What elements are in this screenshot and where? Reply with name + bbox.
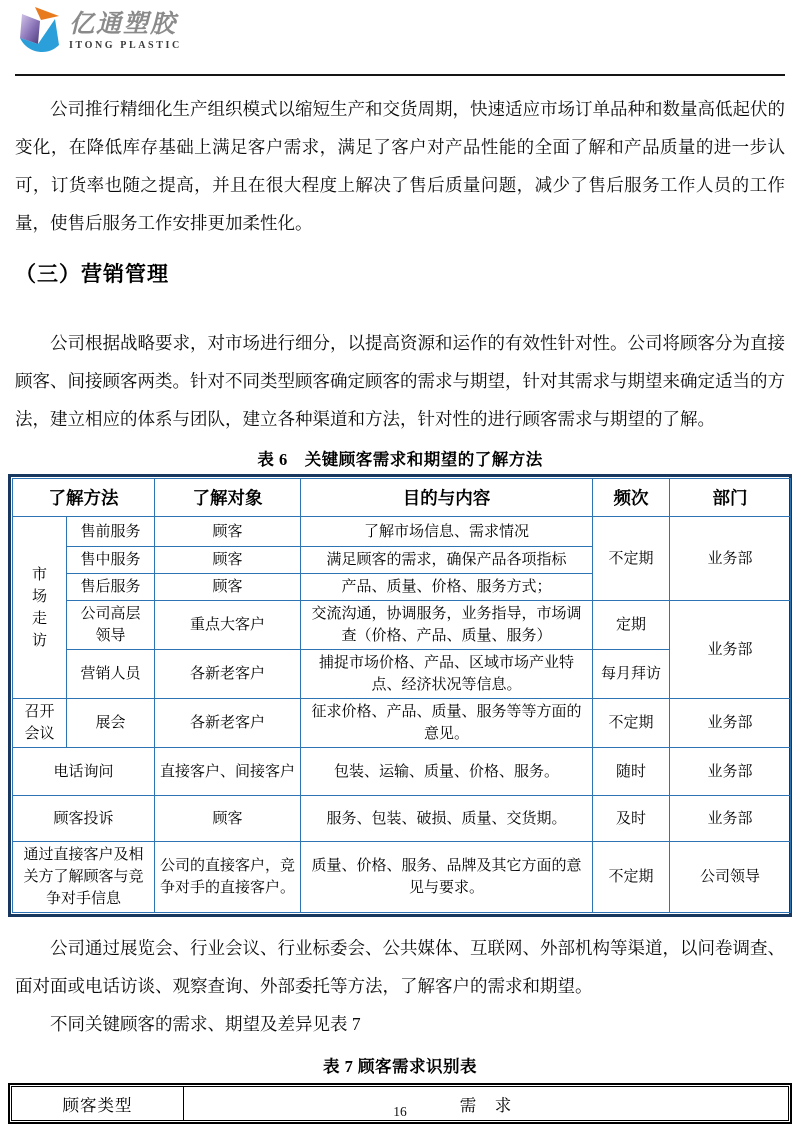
table-cell-purpose: 服务、包装、破损、质量、交货期。 <box>301 796 593 842</box>
table-cell-purpose: 征求价格、产品、质量、服务等等方面的意见。 <box>301 699 593 748</box>
table-row <box>13 842 791 913</box>
table-cell-frequency: 每月拜访 <box>593 650 670 699</box>
table-cell-method: 售前服务 <box>67 517 155 547</box>
page-header <box>15 0 785 76</box>
logo-english-name: ITONG PLASTIC <box>69 39 182 51</box>
table6-group-market-visit: 市 场 走 访 <box>13 517 67 699</box>
table-row <box>13 517 791 547</box>
table6-header-department: 部门 <box>670 479 791 517</box>
table-cell-department: 业务部 <box>670 796 791 842</box>
table-cell-target: 重点大客户 <box>155 601 301 650</box>
section-heading-marketing: （三）营销管理 <box>15 262 169 286</box>
table-cell-purpose: 包装、运输、质量、价格、服务。 <box>301 748 593 796</box>
table-cell-frequency: 不定期 <box>593 699 670 748</box>
table-cell-method: 顾客投诉 <box>13 796 155 842</box>
table-cell-method: 展会 <box>67 699 155 748</box>
paragraph-market-segmentation: 公司根据战略要求，对市场进行细分，以提高资源和运作的有效性针对性。公司将顾客分为直接顾客、间接顾客两类。针对不同类型顾客确定顾客的需求与期望，针对其需求与期望来确定适当的方法，建立相应的体系与团队，建立各种渠道和方法，针对性的进行顾客需求与期望的了解。 <box>15 333 785 429</box>
table-cell-method: 营销人员 <box>67 650 155 699</box>
table-cell-target: 各新老客户 <box>155 650 301 699</box>
table6-header-target: 了解对象 <box>155 479 301 517</box>
page-number: 16 <box>393 1104 407 1119</box>
table-cell-purpose: 产品、质量、价格、服务方式； <box>301 574 593 601</box>
table-cell-department: 业务部 <box>670 699 791 748</box>
header-divider <box>15 74 785 76</box>
table-cell-frequency: 不定期 <box>593 842 670 913</box>
table6-header-purpose: 目的与内容 <box>301 479 593 517</box>
table-cell-target: 各新老客户 <box>155 699 301 748</box>
table-cell-target: 直接客户、间接客户 <box>155 748 301 796</box>
table-cell-purpose: 了解市场信息、需求情况 <box>301 517 593 547</box>
table-cell-target: 公司的直接客户，竞争对手的直接客户。 <box>155 842 301 913</box>
table-cell-purpose: 质量、价格、服务、品牌及其它方面的意见与要求。 <box>301 842 593 913</box>
table-cell-frequency: 定期 <box>593 601 670 650</box>
table6-key-customer-methods <box>8 474 792 917</box>
table-cell-method: 售中服务 <box>67 547 155 574</box>
table-cell-target: 顾客 <box>155 574 301 601</box>
table6-group-meeting: 召开 会议 <box>13 699 67 748</box>
table-cell-method: 公司高层 领导 <box>67 601 155 650</box>
table6-header-frequency: 频次 <box>593 479 670 517</box>
table-cell-department: 业务部 <box>670 748 791 796</box>
table-cell-department: 公司领导 <box>670 842 791 913</box>
table-cell-frequency: 及时 <box>593 796 670 842</box>
table-row <box>13 601 791 650</box>
table-cell-department: 业务部 <box>670 601 791 699</box>
table-cell-method: 售后服务 <box>67 574 155 601</box>
table-cell-target: 顾客 <box>155 547 301 574</box>
table-cell-method: 通过直接客户及相关方了解顾客与竞争对手信息 <box>13 842 155 913</box>
table-cell-frequency: 随时 <box>593 748 670 796</box>
paragraph-channels-methods: 公司通过展览会、行业会议、行业标委会、公共媒体、互联网、外部机构等渠道，以问卷调查、面对面或电话访谈、观察查询、外部委托等方法，了解客户的需求和期望。 <box>15 938 785 996</box>
table-cell-target: 顾客 <box>155 796 301 842</box>
table-cell-department: 业务部 <box>670 517 791 601</box>
table-row <box>13 699 791 748</box>
company-logo <box>17 5 190 57</box>
table7-header-customer-type: 顾客类型 <box>12 1087 184 1121</box>
table-cell-frequency: 不定期 <box>593 517 670 601</box>
table6-header-method: 了解方法 <box>13 479 155 517</box>
logo-mark-icon <box>19 7 61 55</box>
table7-caption: 表 7 顾客需求识别表 <box>323 1057 477 1076</box>
table-row <box>13 796 791 842</box>
table6-caption: 表 6 关键顾客需求和期望的了解方法 <box>257 450 543 469</box>
table7-header-needs: 需 求 <box>184 1087 789 1121</box>
table-row <box>13 748 791 796</box>
table-cell-target: 顾客 <box>155 517 301 547</box>
logo-text <box>69 12 182 51</box>
paragraph-production-mode: 公司推行精细化生产组织模式以缩短生产和交货周期，快速适应市场订单品种和数量高低起伏的变化，在降低库存基础上满足客户需求，满足了客户对产品性能的全面了解和产品质量的进一步认可，订货率也随之提高，并且在很大程度上解决了售后质量问题，减少了售后服务工作人员的工作量，使售后服务工作安排更加柔性化。 <box>15 99 785 233</box>
table-cell-purpose: 满足顾客的需求，确保产品各项指标 <box>301 547 593 574</box>
logo-chinese-name: 亿通塑胶 <box>69 10 178 38</box>
table-cell-purpose: 交流沟通，协调服务，业务指导，市场调查（价格、产品、质量、服务） <box>301 601 593 650</box>
table-cell-method: 电话询问 <box>13 748 155 796</box>
paragraph-see-table7: 不同关键顾客的需求、期望及差异见表 7 <box>50 1014 361 1034</box>
table6-header-row <box>13 479 791 517</box>
table-cell-purpose: 捕捉市场价格、产品、区域市场产业特点、经济状况等信息。 <box>301 650 593 699</box>
